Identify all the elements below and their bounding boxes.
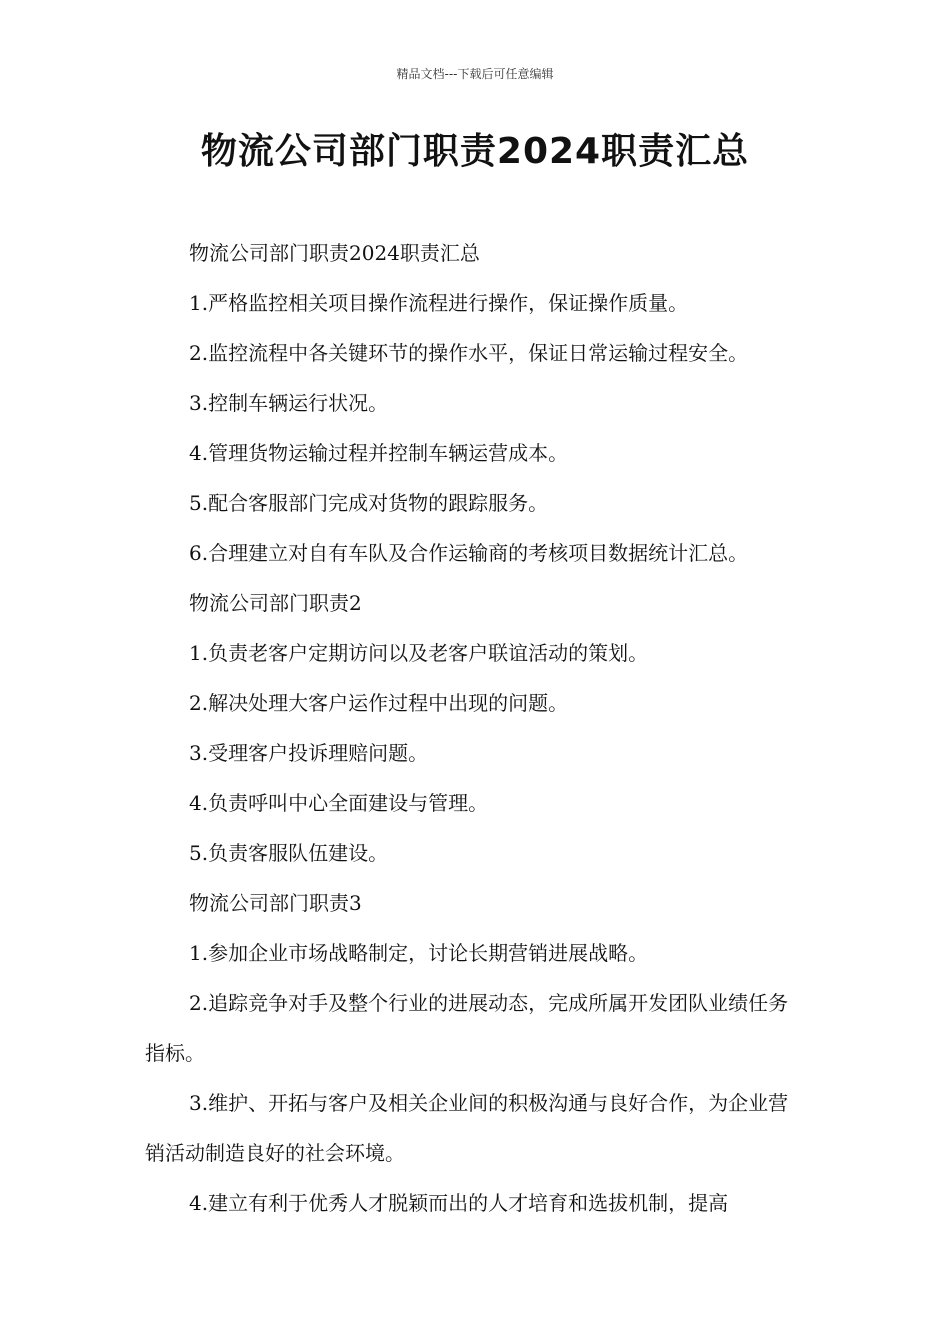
paragraph: 3.受理客户投诉理赔问题。	[189, 741, 429, 765]
paragraph: 1.负责老客户定期访问以及老客户联谊活动的策划。	[189, 641, 649, 665]
paragraph: 4.负责呼叫中心全面建设与管理。	[189, 791, 489, 815]
paragraph: 4.建立有利于优秀人才脱颖而出的人才培育和选拔机制，提高	[189, 1191, 729, 1215]
paragraph: 5.配合客服部门完成对货物的跟踪服务。	[189, 491, 549, 515]
header-note: 精品文档---下载后可任意编辑	[396, 67, 554, 81]
paragraph: 3.维护、开拓与客户及相关企业间的积极沟通与良好合作，为企业营销活动制造良好的社会环境。	[145, 1091, 789, 1165]
paragraph-intro-heading: 物流公司部门职责2024职责汇总	[189, 241, 480, 265]
paragraph: 2.监控流程中各关键环节的操作水平，保证日常运输过程安全。	[189, 341, 749, 365]
paragraph: 6.合理建立对自有车队及合作运输商的考核项目数据统计汇总。	[189, 541, 749, 565]
paragraph: 1.严格监控相关项目操作流程进行操作，保证操作质量。	[189, 291, 689, 315]
paragraph: 4.管理货物运输过程并控制车辆运营成本。	[189, 441, 569, 465]
section-heading-3: 物流公司部门职责3	[189, 891, 362, 915]
paragraph: 5.负责客服队伍建设。	[189, 841, 389, 865]
paragraph: 2.追踪竞争对手及整个行业的进展动态，完成所属开发团队业绩任务指标。	[145, 991, 789, 1065]
section-heading-2: 物流公司部门职责2	[189, 591, 362, 615]
document-title: 物流公司部门职责2024职责汇总	[200, 131, 750, 172]
document-body	[145, 228, 807, 1228]
paragraph: 2.解决处理大客户运作过程中出现的问题。	[189, 691, 569, 715]
paragraph: 1.参加企业市场战略制定，讨论长期营销进展战略。	[189, 941, 649, 965]
paragraph: 3.控制车辆运行状况。	[189, 391, 389, 415]
